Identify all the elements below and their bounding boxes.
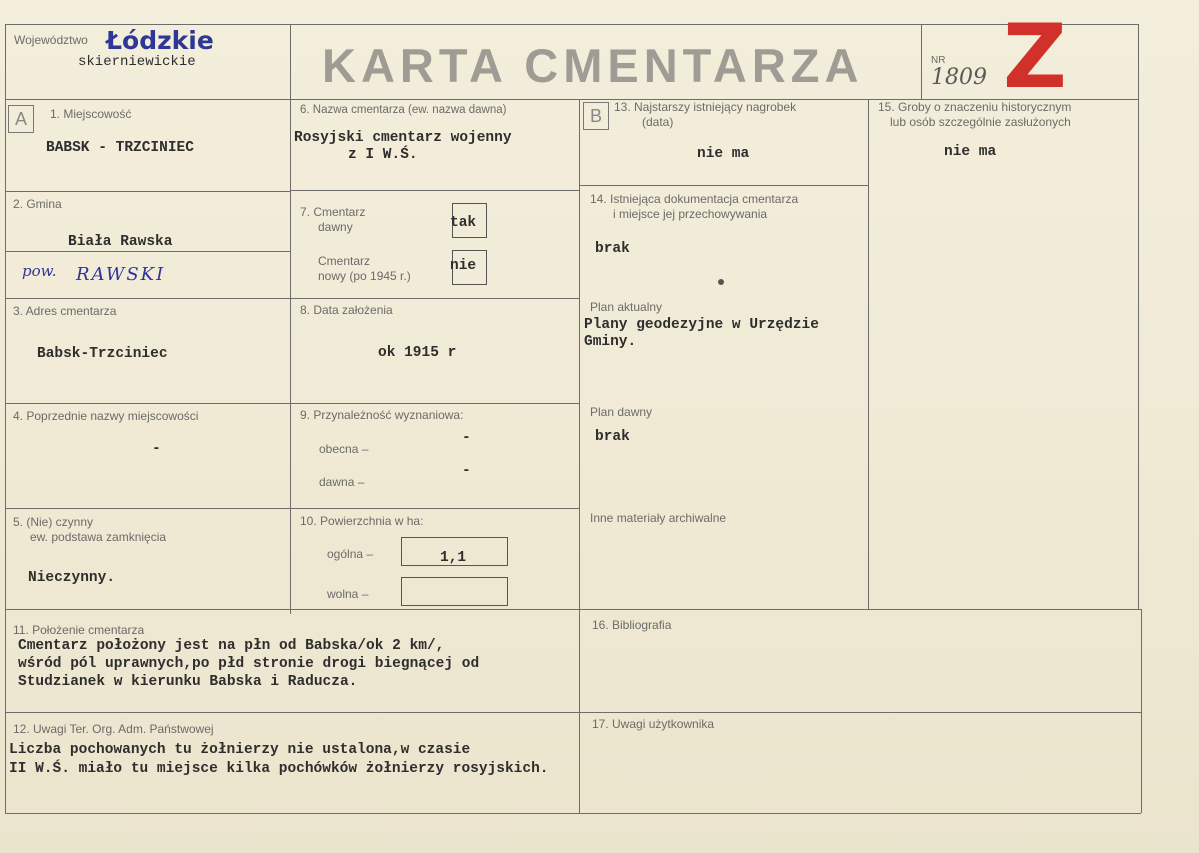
- field-4-value: -: [152, 441, 161, 457]
- plan-aktualny-value-2: Gminy.: [584, 334, 637, 350]
- inne-materialy-label: Inne materiały archiwalne: [590, 511, 727, 525]
- field-7-nowy-value: nie: [450, 258, 477, 274]
- field-11-line-3: Studzianek w kierunku Babska i Raducza.: [18, 674, 358, 690]
- row-line-c3-1: [579, 185, 868, 186]
- powiat-value: skierniewickie: [78, 54, 196, 70]
- field-7-nowy-label-2: nowy (po 1945 r.): [318, 269, 411, 283]
- field-1-label: 1. Miejscowość: [50, 107, 132, 121]
- field-11-line-1: Cmentarz położony jest na płn od Babska/ok 2 km/,: [18, 638, 445, 654]
- frame-right-line: [1138, 24, 1139, 609]
- field-3-label: 3. Adres cmentarza: [13, 304, 117, 318]
- field-7-dawny-label-1: 7. Cmentarz: [300, 205, 366, 219]
- row-line-c2-1: [290, 190, 579, 191]
- frame-top-line: [5, 24, 1138, 25]
- field-15-label-2: lub osób szczególnie zasłużonych: [890, 115, 1071, 129]
- header-divider-nr: [921, 24, 922, 99]
- field-8-value: ok 1915 r: [378, 345, 457, 361]
- field-14-label-1: 14. Istniejąca dokumentacja cmentarza: [590, 192, 799, 206]
- field-3-value: Babsk-Trzciniec: [37, 346, 168, 362]
- field-2-label: 2. Gmina: [13, 197, 62, 211]
- field-5-label-2: ew. podstawa zamknięcia: [30, 530, 167, 544]
- plan-aktualny-value-1: Plany geodezyjne w Urzędzie: [584, 317, 819, 333]
- field-10-ogolna-label: ogólna –: [327, 547, 374, 561]
- field-8-label: 8. Data założenia: [300, 303, 393, 317]
- section-a-marker: A: [8, 105, 34, 133]
- field-2-pow-value: RAWSKI: [76, 264, 166, 285]
- col-divider-2: [579, 99, 580, 813]
- nr-handwritten: 1809: [931, 65, 987, 90]
- field-9-obecna-value: -: [462, 430, 471, 446]
- field-9-obecna-label: obecna –: [319, 442, 369, 456]
- field-6-label: 6. Nazwa cmentarza (ew. nazwa dawna): [300, 104, 507, 116]
- plan-dawny-value: brak: [595, 429, 630, 445]
- row-line-c1-4: [5, 508, 290, 509]
- field-11-label: 11. Położenie cmentarza: [13, 623, 145, 637]
- field-11-line-2: wśród pól uprawnych,po płd stronie drogi biegnącej od: [18, 656, 480, 672]
- field-9-dawna-value: -: [462, 463, 471, 479]
- row-line-c1-pow: [5, 251, 290, 252]
- field-12-line-1: Liczba pochowanych tu żołnierzy nie ustalona,w czasie: [9, 742, 471, 758]
- field-10-wolna-box: [401, 577, 508, 606]
- field-6-value-2: z I W.Ś.: [348, 147, 418, 163]
- wojewodztwo-value: Łódzkie: [106, 26, 214, 55]
- row-line-lower-mid: [5, 712, 1141, 713]
- field-12-line-2: II W.Ś. miało tu miejsce kilka pochówków żołnierzy rosyjskich.: [9, 761, 549, 777]
- field-10-wolna-label: wolna –: [327, 587, 369, 601]
- field-2-pow-label: pow.: [22, 262, 57, 280]
- nr-label: NR: [931, 55, 946, 66]
- section-b-marker: B: [583, 102, 609, 130]
- col-divider-1: [290, 99, 291, 614]
- field-14-value: brak: [595, 241, 630, 257]
- field-15-value: nie ma: [944, 144, 997, 160]
- plan-aktualny-label: Plan aktualny: [590, 300, 663, 314]
- wojewodztwo-label: Województwo: [14, 33, 88, 47]
- row-line-c1-3: [5, 403, 290, 404]
- row-line-lower-bottom: [5, 813, 1141, 814]
- field-15-label-1: 15. Groby o znaczeniu historycznym: [878, 100, 1072, 114]
- field-13-label-1: 13. Najstarszy istniejący nagrobek: [614, 100, 797, 114]
- row-line-c1-2: [5, 298, 290, 299]
- field-9-dawna-label: dawna –: [319, 475, 365, 489]
- field-12-label: 12. Uwagi Ter. Org. Adm. Państwowej: [13, 722, 214, 736]
- field-2-value: Biała Rawska: [68, 234, 173, 250]
- header-divider-title: [290, 24, 291, 99]
- card-title: KARTA CMENTARZA: [322, 39, 864, 92]
- row-line-c2-4: [290, 508, 579, 509]
- field-10-ogolna-value: 1,1: [440, 550, 467, 566]
- frame-left-line: [5, 24, 6, 813]
- field-4-label: 4. Poprzednie nazwy miejscowości: [13, 409, 199, 423]
- field-6-value-1: Rosyjski cmentarz wojenny: [294, 130, 512, 146]
- field-16-label: 16. Bibliografia: [592, 618, 672, 632]
- field-5-value: Nieczynny.: [28, 570, 116, 586]
- field-14-label-2: i miejsce jej przechowywania: [613, 207, 768, 221]
- row-line-lower-top: [5, 609, 1141, 610]
- category-letter: Z: [1003, 5, 1067, 108]
- field-13-label-2: (data): [642, 115, 674, 129]
- field-17-label: 17. Uwagi użytkownika: [592, 717, 715, 731]
- field-1-value: BABSK - TRZCINIEC: [46, 140, 194, 156]
- ink-dot: [718, 279, 724, 285]
- row-line-c1-1: [5, 191, 290, 192]
- frame-right-lower: [1141, 609, 1142, 813]
- field-7-nowy-label-1: Cmentarz: [318, 254, 371, 268]
- row-line-c2-2: [290, 298, 579, 299]
- field-7-dawny-value: tak: [450, 215, 477, 231]
- row-line-c2-3: [290, 403, 579, 404]
- plan-dawny-label: Plan dawny: [590, 405, 653, 419]
- field-13-value: nie ma: [697, 146, 750, 162]
- field-9-label: 9. Przynależność wyznaniowa:: [300, 408, 464, 422]
- field-10-label: 10. Powierzchnia w ha:: [300, 514, 424, 528]
- field-5-label-1: 5. (Nie) czynny: [13, 515, 94, 529]
- field-7-dawny-label-2: dawny: [318, 220, 353, 234]
- col-divider-3: [868, 99, 869, 609]
